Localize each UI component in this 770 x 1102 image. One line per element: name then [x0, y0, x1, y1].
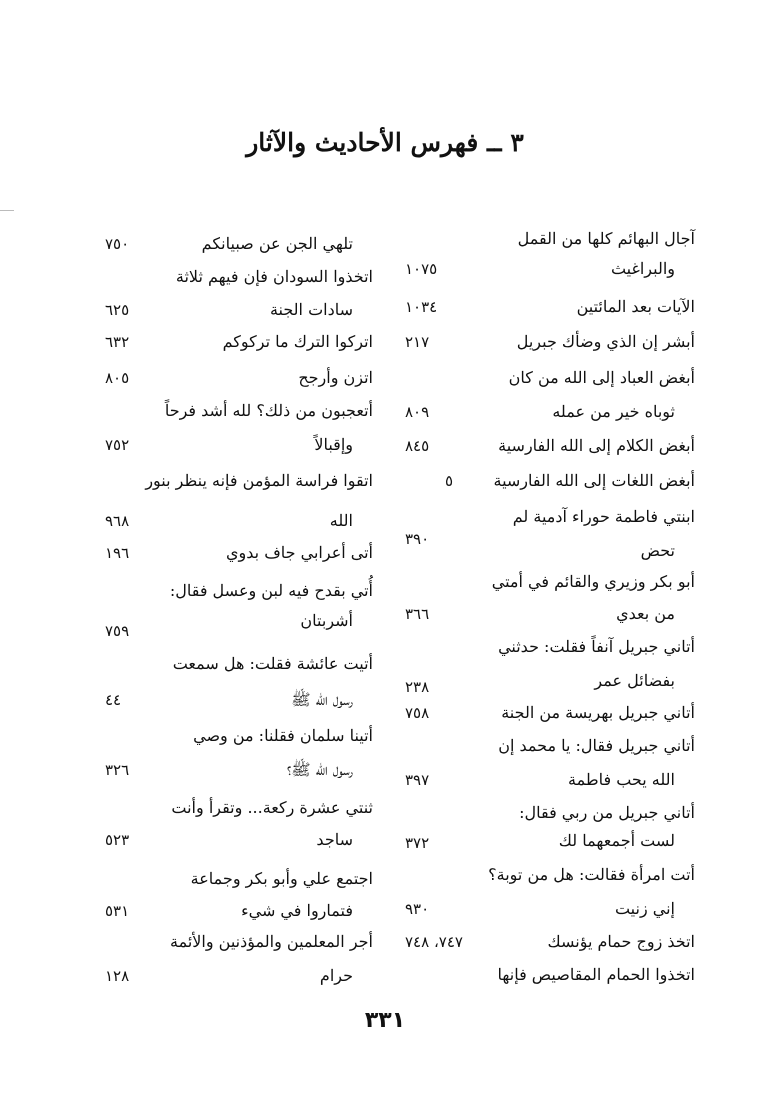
- entry-text: أبغض اللغات إلى الله الفارسية: [493, 471, 695, 490]
- entry-text: حرام: [319, 966, 353, 985]
- page-number: ١٢٨: [105, 967, 130, 985]
- page-number: ٧٥٩: [105, 622, 130, 640]
- entry-text: اتركوا الترك ما تركوكم: [222, 332, 373, 351]
- page-number: ٧٥٨: [405, 704, 430, 722]
- page-number: ١٩٦: [105, 544, 130, 562]
- page-number: ٢٣٨: [405, 678, 430, 696]
- page-number: ٧٥٢: [105, 436, 130, 454]
- page-number: ٩٦٨: [105, 512, 130, 530]
- page-number: ٣٧٢: [405, 834, 430, 852]
- page-title: ٣ ــ فهرس الأحاديث والآثار: [246, 128, 524, 157]
- page-number: ٩٣٠: [405, 900, 430, 918]
- entry-text: سادات الجنة: [269, 300, 353, 319]
- entry-text: أبغض العباد إلى الله من كان: [508, 368, 695, 387]
- entry-text: الله: [329, 511, 353, 530]
- page-number: ٥: [445, 472, 454, 490]
- entry-text: الآيات بعد المائتين: [576, 297, 695, 316]
- entry-text: رسول الله ﷺ: [291, 690, 353, 709]
- entry-text: آجال البهائم كلها من القمل: [517, 229, 695, 248]
- entry-text: اتخذوا الحمام المقاصيص فإنها: [497, 965, 695, 984]
- entry-text: من بعدي: [616, 604, 675, 623]
- page-number: ٨٠٩: [405, 403, 430, 421]
- entry-text: أبو بكر وزيري والقائم في أمتي: [491, 572, 695, 591]
- entry-text: أتى أعرابي جاف بدوي: [226, 543, 373, 562]
- page-number: ٨٠٥: [105, 369, 130, 387]
- entry-text: اتخذ زوج حمام يؤنسك: [547, 932, 695, 951]
- right-column: [405, 228, 695, 988]
- page-number: ٢١٧: [405, 333, 430, 351]
- entry-text: اتخذوا السودان فإن فيهم ثلاثة: [175, 267, 373, 286]
- entry-text: ثنتي عشرة ركعة... وتقرأ وأنت: [171, 798, 373, 817]
- entry-text: لست أجمعهما لك: [558, 831, 675, 850]
- entry-text: إني زنيت: [614, 899, 675, 918]
- entry-text: اجتمع علي وأبو بكر وجماعة: [190, 869, 373, 888]
- entry-text: أُتي بقدح فيه لبن وعسل فقال:: [169, 581, 373, 600]
- entry-text: أتعجبون من ذلك؟ لله أشد فرحاً: [164, 401, 373, 420]
- entry-text: أتاني جبريل من ربي فقال:: [519, 803, 695, 822]
- entry-text: اتزن وأرجح: [298, 368, 373, 387]
- page-number: ١٠٧٥: [405, 260, 438, 278]
- entry-text: تلهي الجن عن صبيانكم: [201, 234, 353, 253]
- page-number: ٣٢٦: [105, 761, 130, 779]
- entry-text: أتاني جبريل بهريسة من الجنة: [501, 703, 695, 722]
- entry-text: الله يحب فاطمة: [568, 770, 675, 789]
- entry-text: أتاني جبريل آنفاً فقلت: حدثني: [498, 637, 695, 656]
- page-number: ٤٤: [105, 691, 122, 709]
- entry-text: أتينا سلمان فقلنا: من وصي: [193, 726, 373, 745]
- page-number: ٣٩٠: [405, 530, 430, 548]
- page-number: ٧٥٠: [105, 235, 130, 253]
- entry-text: أبغض الكلام إلى الله الفارسية: [498, 436, 695, 455]
- entry-text: رسول الله ﷺ؟: [286, 760, 353, 779]
- page-number: ٥٢٣: [105, 831, 130, 849]
- entry-text: أشربتان: [300, 611, 353, 630]
- scan-edge-mark: [0, 210, 14, 211]
- page-number: ٦٢٥: [105, 301, 130, 319]
- page-number: ٥٣١: [105, 902, 130, 920]
- entry-text: أتاني جبريل فقال: يا محمد إن: [498, 736, 695, 755]
- entry-text: اتقوا فراسة المؤمن فإنه ينظر بنور: [145, 471, 373, 490]
- entry-text: بفضائل عمر: [594, 671, 675, 690]
- entry-text: أبشر إن الذي وضأك جبريل: [516, 332, 695, 351]
- entry-text: أتت امرأة فقالت: هل من توبة؟: [488, 865, 695, 884]
- entry-text: أتيت عائشة فقلت: هل سمعت: [172, 654, 373, 673]
- entry-text: أجر المعلمين والمؤذنين والأئمة: [170, 932, 373, 951]
- page-number: ٧٤٧، ٧٤٨: [405, 933, 463, 951]
- entry-text: ابنتي فاطمة حوراء آدمية لم: [512, 507, 695, 526]
- entry-text: فتماروا في شيء: [241, 901, 353, 920]
- page-number: ١٠٣٤: [405, 298, 438, 316]
- page-number: ٣٩٧: [405, 771, 430, 789]
- left-column: [105, 228, 373, 988]
- entry-text: وإقبالاً: [314, 435, 353, 454]
- page-number: ٣٦٦: [405, 605, 430, 623]
- page-number: ٦٣٢: [105, 333, 130, 351]
- page-number: ٨٤٥: [405, 437, 430, 455]
- entry-text: ثوباه خير من عمله: [552, 402, 675, 421]
- entry-text: والبراغيث: [610, 259, 675, 278]
- entry-text: تحض: [640, 541, 675, 560]
- entry-text: ساجد: [316, 830, 353, 849]
- page-folio-number: ٣٣١: [364, 1008, 406, 1033]
